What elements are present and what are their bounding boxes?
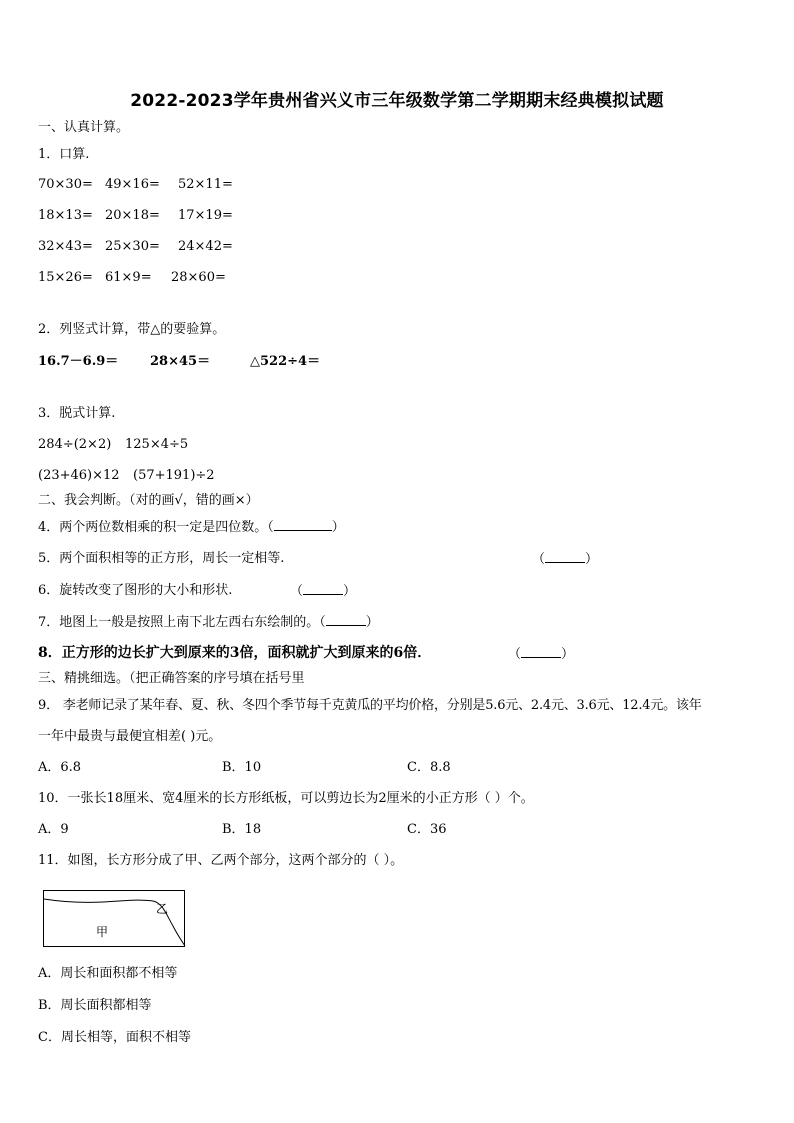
answer-blank[interactable] <box>274 518 332 531</box>
q6-close: ） <box>343 584 357 599</box>
q1-item: 70×30= <box>38 177 93 192</box>
region-label-b: 乙 <box>156 902 169 916</box>
q8-open: （ <box>508 647 522 662</box>
q1-item: 17×19= <box>178 208 233 223</box>
q3-item: 284÷(2×2) <box>38 437 112 452</box>
q3-item: 125×4÷5 <box>125 437 189 452</box>
q6-text: 6．旋转改变了图形的大小和形状. <box>38 583 233 598</box>
q2-label: 2．列竖式计算，带△的要验算。 <box>38 322 226 337</box>
answer-blank[interactable] <box>303 582 343 595</box>
answer-blank[interactable] <box>545 550 585 563</box>
answer-blank[interactable] <box>326 613 366 626</box>
page-title: 2022-2023学年贵州省兴义市三年级数学第二学期期末经典模拟试题 <box>130 91 664 111</box>
q2-item: △522÷4＝ <box>250 354 321 369</box>
q3-label: 3．脱式计算. <box>38 406 116 421</box>
q9-option-a[interactable]: A．6.8 <box>38 760 82 775</box>
q1-item: 28×60= <box>171 270 226 285</box>
q5 <box>38 550 284 568</box>
q9-option-b[interactable]: B．10 <box>222 760 262 775</box>
q4-text: 4．两个两位数相乘的积一定是四位数。（ <box>38 520 274 535</box>
q2-item: 28×45＝ <box>150 354 211 369</box>
q1-item: 25×30= <box>105 239 160 254</box>
answer-blank[interactable] <box>521 645 561 658</box>
q10-option-b[interactable]: B．18 <box>222 822 262 837</box>
q7-close: ） <box>365 615 379 630</box>
q1-item: 15×26= <box>38 270 93 285</box>
q1-item: 52×11= <box>178 177 233 192</box>
q11-option-b[interactable]: B．周长面积都相等 <box>38 998 152 1013</box>
q1-item: 20×18= <box>105 208 160 223</box>
rectangle-outline <box>44 891 185 947</box>
q5-close: ） <box>585 552 599 567</box>
q6-answer <box>290 582 356 601</box>
q3-item: (57+191)÷2 <box>133 468 215 483</box>
q7 <box>38 613 379 632</box>
q1-item: 49×16= <box>105 177 160 192</box>
q9-option-c[interactable]: C．8.8 <box>407 760 451 775</box>
q11-text: 11．如图，长方形分成了甲、乙两个部分，这两个部分的（ ）。 <box>38 853 404 868</box>
q11-option-a[interactable]: A．周长和面积都不相等 <box>38 966 178 981</box>
q1-item: 61×9= <box>105 270 152 285</box>
q4-close: ） <box>331 520 345 535</box>
q8-text: 8．正方形的边长扩大到原来的3倍，面积就扩大到原来的6倍． <box>38 645 432 661</box>
q8-close: ） <box>561 647 575 662</box>
q9-line-2: 一年中最贵与最便宜相差( )元。 <box>38 729 222 744</box>
q5-text: 5．两个面积相等的正方形，周长一定相等. <box>38 551 285 566</box>
q11-option-c[interactable]: C．周长相等，面积不相等 <box>38 1030 191 1045</box>
q4 <box>38 518 345 537</box>
q1-label: 1．口算. <box>38 147 90 162</box>
q5-answer <box>532 550 598 569</box>
q6 <box>38 582 232 600</box>
region-label-a: 甲 <box>96 925 109 939</box>
q1-item: 24×42= <box>178 239 233 254</box>
q1-item: 18×13= <box>38 208 93 223</box>
q2-item: 16.7－6.9＝ <box>38 354 119 369</box>
q9-line-1: 9． 李老师记录了某年春、夏、秋、冬四个季节每千克黄瓜的平均价格，分别是5.6元、2.4元、3.6元、12.4元。该年 <box>38 698 702 713</box>
q10-option-a[interactable]: A．9 <box>38 822 69 837</box>
rectangle-figure <box>43 890 186 948</box>
q8-answer <box>508 645 574 664</box>
q5-open: （ <box>532 552 546 567</box>
q1-item: 32×43= <box>38 239 93 254</box>
q10-option-c[interactable]: C．36 <box>407 822 447 837</box>
section-2-heading: 二、我会判断。（对的画√，错的画×） <box>38 493 259 508</box>
q10-text: 10．一张长18厘米、宽4厘米的长方形纸板，可以剪边长为2厘米的小正方形（ ）个。 <box>38 791 534 806</box>
q6-open: （ <box>290 584 304 599</box>
q3-item: (23+46)×12 <box>38 468 120 483</box>
section-3-heading: 三、精挑细选。（把正确答案的序号填在括号里 <box>38 671 305 686</box>
section-1-heading: 一、认真计算。 <box>38 120 130 135</box>
q8 <box>38 644 431 662</box>
q7-text: 7．地图上一般是按照上南下北左西右东绘制的。（ <box>38 615 326 630</box>
